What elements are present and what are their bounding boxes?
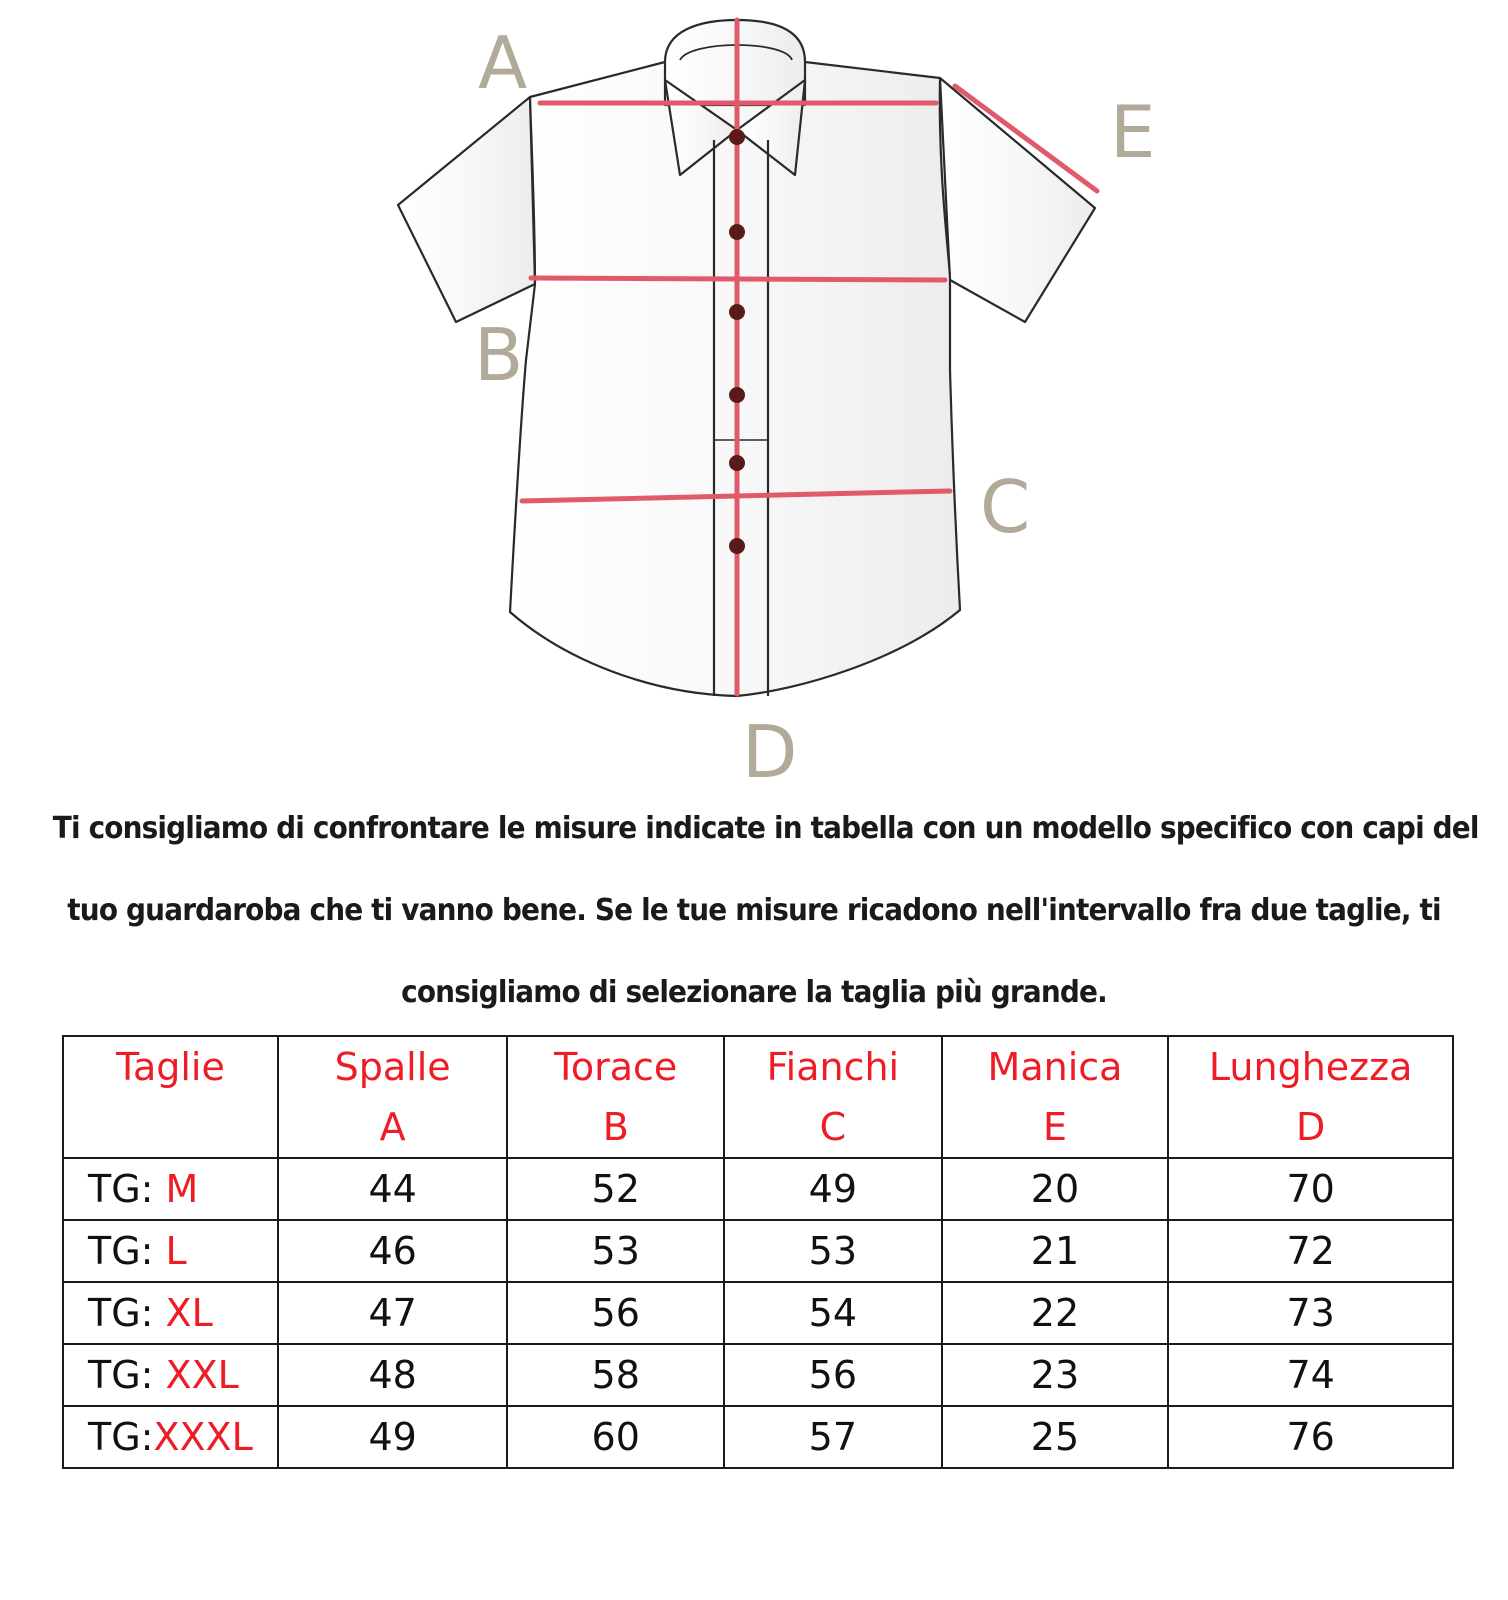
header-spalle [278,1036,508,1158]
shirt-button [729,538,745,554]
size-cell [63,1282,278,1344]
header-code: B [602,1105,629,1149]
shirt-measurement-diagram [0,0,1508,780]
header-code: A [379,1105,406,1149]
table-row [63,1406,1453,1468]
size-value: XXXL [153,1415,253,1459]
spalle-value: 46 [278,1220,508,1282]
spalle-value: 48 [278,1344,508,1406]
manica-value: 22 [942,1282,1169,1344]
shirt-button [729,129,745,145]
size-prefix: TG: [88,1353,166,1397]
header-code: E [1042,1105,1067,1149]
torace-value: 56 [507,1282,724,1344]
table-row [63,1344,1453,1406]
size-cell [63,1220,278,1282]
size-prefix: TG: [88,1229,166,1273]
torace-value: 58 [507,1344,724,1406]
table-row [63,1282,1453,1344]
fianchi-value: 57 [724,1406,942,1468]
manica-value: 21 [942,1220,1169,1282]
lunghezza-value: 74 [1168,1344,1453,1406]
advice-line-3: consigliamo di selezionare la taglia più grande. [401,975,1107,1010]
table-row [63,1220,1453,1282]
header-lunghezza [1168,1036,1453,1158]
header-code: D [1296,1105,1326,1149]
size-value: L [165,1229,187,1273]
manica-value: 23 [942,1344,1169,1406]
lunghezza-value: 76 [1168,1406,1453,1468]
advice-line-1: Ti consigliamo di confrontare le misure indicate in tabella con un modello specifico con capi del [52,811,1479,846]
shirt-button [729,387,745,403]
header-title: Torace [554,1045,678,1089]
size-table [62,1035,1454,1469]
table-header-row [63,1036,1453,1158]
header-torace [507,1036,724,1158]
fianchi-value: 54 [724,1282,942,1344]
size-value: M [165,1167,199,1211]
spalle-value: 44 [278,1158,508,1220]
header-fianchi [724,1036,942,1158]
size-prefix: TG: [88,1415,154,1459]
label-a: A [478,21,528,105]
lunghezza-value: 72 [1168,1220,1453,1282]
torace-value: 52 [507,1158,724,1220]
header-title: Spalle [334,1045,451,1089]
manica-value: 25 [942,1406,1169,1468]
shirt-button [729,224,745,240]
torace-value: 60 [507,1406,724,1468]
header-title: Manica [987,1045,1123,1089]
header-taglie [63,1036,278,1158]
shirt-button [729,455,745,471]
lunghezza-value: 73 [1168,1282,1453,1344]
fianchi-value: 56 [724,1344,942,1406]
size-cell [63,1406,278,1468]
size-value: XL [165,1291,213,1335]
header-manica [942,1036,1169,1158]
spalle-value: 49 [278,1406,508,1468]
label-d: D [742,710,798,780]
table-row [63,1158,1453,1220]
size-prefix: TG: [88,1291,166,1335]
label-c: C [980,465,1031,549]
shirt-button [729,304,745,320]
manica-value: 20 [942,1158,1169,1220]
lunghezza-value: 70 [1168,1158,1453,1220]
label-b: B [474,313,524,397]
fianchi-value: 49 [724,1158,942,1220]
header-title: Lunghezza [1208,1045,1413,1089]
fianchi-value: 53 [724,1220,942,1282]
torace-value: 53 [507,1220,724,1282]
size-value: XXL [165,1353,239,1397]
size-prefix: TG: [88,1167,166,1211]
advice-line-2: tuo guardaroba che ti vanno bene. Se le tue misure ricadono nell'intervallo fra due taglie, ti [67,893,1441,928]
header-title: Taglie [116,1045,225,1089]
label-e: E [1110,90,1156,174]
size-cell [63,1158,278,1220]
header-title: Fianchi [766,1045,900,1089]
spalle-value: 47 [278,1282,508,1344]
header-code: C [819,1105,847,1149]
size-advice-text [52,788,1479,1034]
size-cell [63,1344,278,1406]
